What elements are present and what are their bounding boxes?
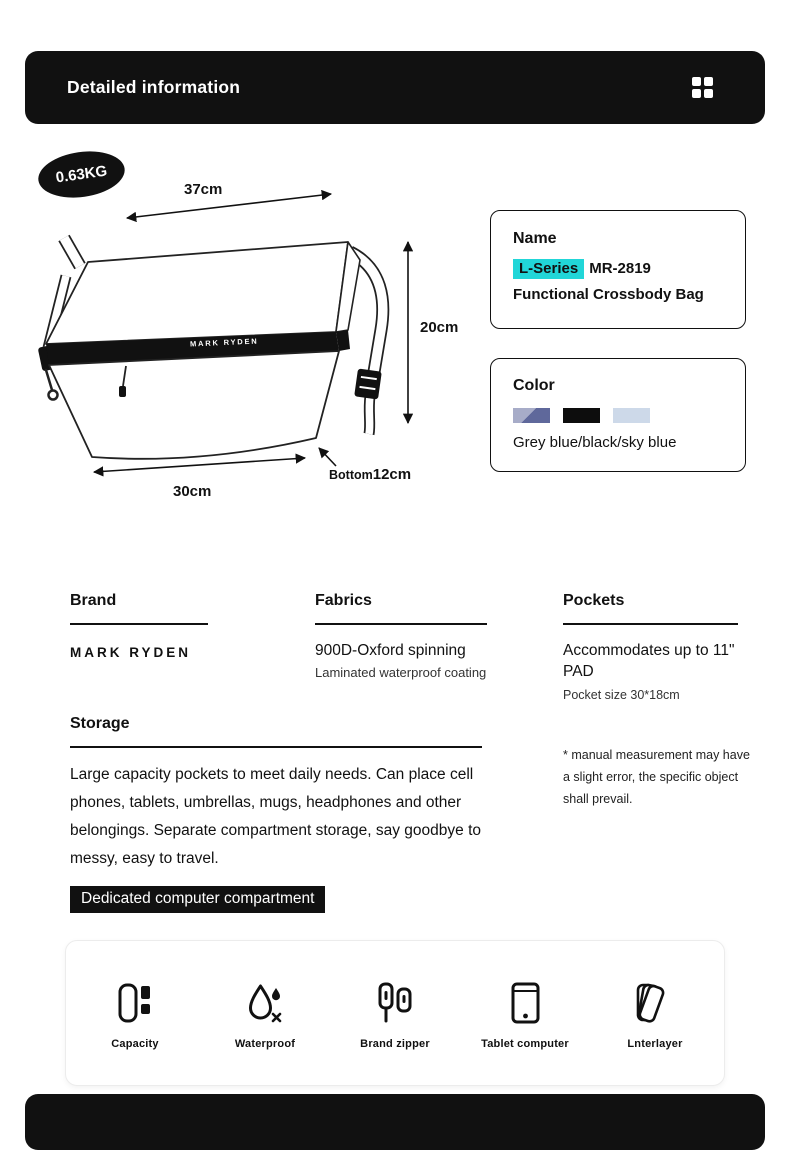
page-title: Detailed information — [67, 77, 241, 97]
bottom-label: Bottom — [329, 468, 373, 482]
tablet-computer-icon — [505, 981, 545, 1025]
feature-label: Waterproof — [234, 1037, 296, 1050]
feature-label: Lnterlayer — [627, 1037, 683, 1050]
bag-brand-logo: MARK RYDEN — [189, 336, 259, 349]
feature-label: Brand zipper — [360, 1037, 430, 1050]
name-card — [490, 210, 746, 329]
pockets-note: Pocket size 30*18cm — [563, 688, 680, 702]
spec-brand — [70, 592, 208, 660]
brand-heading: Brand — [70, 592, 208, 625]
feature-capacity — [74, 981, 196, 1050]
measurement-disclaimer: * manual measurement may have a slight error, the specific object shall prevail. — [563, 748, 750, 806]
storage-description: Large capacity pockets to meet daily needs. Can place cell phones, tablets, umbrellas, mugs, headphones and other belongings. Separate compartment storage, say goodbye to messy, easy to travel. — [70, 766, 482, 867]
dimension-width-top: 37cm — [184, 181, 223, 198]
feature-label: Capacity — [111, 1037, 159, 1050]
features-card — [65, 940, 725, 1086]
brand-logo-text: MARK RYDEN — [70, 645, 191, 660]
feature-waterproof — [204, 981, 326, 1050]
feature-tablet-computer — [464, 981, 586, 1050]
spec-storage — [70, 715, 482, 913]
fabrics-value: 900D-Oxford spinning — [315, 642, 466, 659]
computer-compartment-tag: Dedicated computer compartment — [70, 886, 325, 913]
series-badge: L-Series — [513, 259, 584, 279]
swatch-grey-blue — [513, 408, 550, 423]
storage-heading: Storage — [70, 715, 482, 748]
swatch-black — [563, 408, 600, 423]
dimension-height: 20cm — [420, 319, 459, 336]
spec-pockets — [563, 592, 738, 702]
fabrics-note: Laminated waterproof coating — [315, 665, 487, 680]
waterproof-icon — [245, 981, 285, 1025]
pockets-value: Accommodates up to 11" PAD — [563, 642, 735, 680]
color-swatches — [513, 408, 723, 423]
color-card-title: Color — [513, 377, 555, 394]
name-card-title: Name — [513, 230, 557, 247]
header-bar — [25, 51, 765, 124]
dimension-width-bottom: 30cm — [173, 483, 212, 500]
feature-interlayer — [594, 981, 716, 1050]
brand-zipper-icon — [375, 981, 415, 1025]
footer-bar — [25, 1094, 765, 1150]
color-names: Grey blue/black/sky blue — [513, 434, 677, 451]
fabrics-heading: Fabrics — [315, 592, 487, 625]
weight-value: 0.63KG — [54, 162, 109, 187]
color-card — [490, 358, 746, 472]
dimension-bottom-depth — [329, 466, 411, 484]
pockets-heading: Pockets — [563, 592, 738, 625]
grid-icon — [692, 77, 714, 99]
feature-brand-zipper — [334, 981, 456, 1050]
swatch-sky-blue — [613, 408, 650, 423]
product-name: Functional Crossbody Bag — [513, 286, 704, 303]
bottom-value: 12cm — [372, 466, 412, 483]
model-number: MR-2819 — [589, 260, 651, 277]
spec-fabrics — [315, 592, 487, 680]
series-row — [513, 259, 723, 279]
capacity-icon — [116, 981, 154, 1025]
interlayer-icon — [632, 981, 678, 1025]
feature-label: Tablet computer — [481, 1037, 569, 1050]
